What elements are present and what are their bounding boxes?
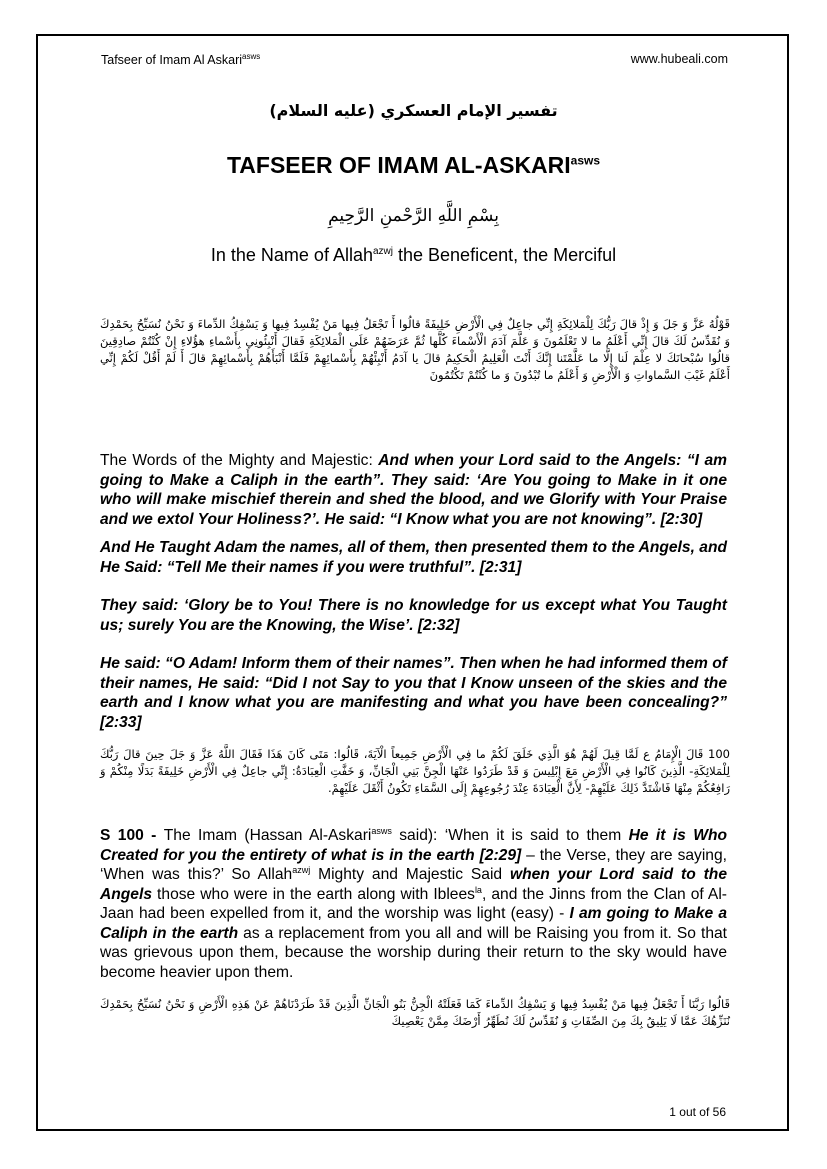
paragraph-verse-2-30: The Words of the Mighty and Majestic: And when your Lord said to the Angels: “I am going to Make a Caliph in the earth”. They said: ‘Are You going to Make in it one who will make mischief therein and shed the blood, and we Glorify with Your Praise and we extol Your Holiness?’. He said: “I Know what you are not knowing”. [2:30] (100, 452, 727, 528)
paragraph-s100: S 100 - The Imam (Hassan Al-Askari$^{asws}$ said): ‘When it is said to them He it is Who Created for you the entirety of what is in the earth [2:29] – the Verse, they are saying, ‘When was this?’ So Allah$^{azwj}$ Mighty and Majestic Said when your Lord said to the Angels those who were in the earth along with Iblees$^{la}$, and the Jinns from the Clan of Al-Jaan had been expelled from it, and the worship was light (easy) - I am going to Make a Caliph in the earth as a replacement from you all and will be Raising you from it. So that was grievous upon them, because the worship during their return to the sky would have become heavier upon them. (100, 825, 728, 981)
paragraph-verse-2-33: He said: “O Adam! Inform them of their names”. Then when he had informed them of their names, He said: “Did I not Say to you that I Know unseen of the skies and the earth and I know what you are manifesting and what you have been concealing?” [2:33] (100, 655, 727, 731)
arabic-continuation: قَالُوا رَبَّنَا أَ تَجْعَلُ فِيها مَنْ يُفْسِدُ فِيها وَ يَسْفِكُ الدِّماءَ كَمَا فَعَلَتْهُ الْجِنُّ بَنُو الْجَانِّ الَّذِينَ قَدْ طَرَدْنَاهُمْ عَنْ هَذِهِ الْأَرْضِ وَ نَحْنُ نُسَبِّحُ بِحَمْدِكَ نُنَزِّهُكَ عَمَّا لَا يَلِيقُ بِكَ مِنَ الصِّفَاتِ وَ نُقَدِّسُ لَكَ نُطَهِّرُ أَرْضَكَ مِمَّنْ يَعْصِيكَ (100, 997, 730, 1028)
arabic-verses: قَوْلُهُ عَزَّ وَ جَلَ وَ إِذْ قالَ رَبُّكَ لِلْمَلائِكَةِ إِنِّي جاعِلٌ فِي الْأَرْضِ خَلِيفَةً قالُوا أَ تَجْعَلُ فِيها مَنْ يُفْسِدُ فِيها وَ يَسْفِكُ الدِّماءَ وَ نَحْنُ نُسَبِّحُ بِحَمْدِكَ وَ نُقَدِّسُ لَكَ قالَ إِنِّي أَعْلَمُ ما لا تَعْلَمُونَ وَ عَلَّمَ آدَمَ الْأَسْماءَ كُلَّها ثُمَّ عَرَضَهُمْ عَلَى الْمَلائِكَةِ فَقالَ أَنْبِئُونِي بِأَسْماءِ هؤُلاءِ إِنْ كُنْتُمْ صادِقِينَ قالُوا سُبْحانَكَ لا عِلْمَ لَنا إِلَّا ما عَلَّمْتَنا إِنَّكَ أَنْتَ الْعَلِيمُ الْحَكِيمُ قالَ يا آدَمُ أَنْبِئْهُمْ بِأَسْمائِهِمْ فَلَمَّا أَنْبَأَهُمْ بِأَسْمائِهِمْ قالَ أَ لَمْ أَقُلْ لَكُمْ إِنِّي أَعْلَمُ غَيْبَ السَّماواتِ وَ الْأَرْضِ وَ أَعْلَمُ ما تُبْدُونَ وَ ما كُنْتُمْ تَكْتُمُونَ (100, 317, 730, 382)
english-basmala: In the Name of Allah$^{azwj}$ the Beneficent, the Merciful (210, 245, 617, 265)
arabic-basmala: بِسْمِ اللَّهِ الرَّحْمنِ الرَّحِيمِ (328, 206, 499, 226)
arabic-title: تفسير الإمام العسكري (عليه السلام) (269, 101, 558, 120)
paragraph-verse-2-31: And He Taught Adam the names, all of them, then presented them to the Angels, and He Said: “Tell Me their names if you were truthful”. [2:31] (100, 539, 727, 576)
header-title: Tafseer of Imam Al Askari$^{asws}$ (101, 52, 261, 68)
header-website: www.hubeali.com (630, 52, 728, 66)
page-title: TAFSEER OF IMAM $AL-ASKARI^{asws}$ (226, 152, 601, 178)
page-number: 1 out of 56 (669, 1105, 726, 1119)
arabic-hadith: 100 قَالَ الْإِمَامُ ع لَمَّا قِيلَ لَهُمْ هُوَ الَّذِي خَلَقَ لَكُمْ ما فِي الْأَرْضِ جَمِيعاً الْآيَةَ، قَالُوا: مَتَى كَانَ هَذَا فَقَالَ اللَّهُ عَزَّ وَ جَلَ حِينَ قالَ رَبُّكَ لِلْمَلائِكَةِ- الَّذِينَ كَانُوا فِي الْأَرْضِ مَعَ إِبْلِيسَ وَ قَدْ طَرَدُوا عَنْهَا الْجِنَّ بَنِي الْجَانِّ، وَ خَفَّتِ الْعِبَادَةُ: إِنِّي جاعِلٌ فِي الْأَرْضِ خَلِيفَةً بَدَلًا مِنْكُمْ وَ رَافِعُكُمْ مِنْهَا فَاشْتَدَّ ذَلِكَ عَلَيْهِمْ- لِأَنَّ الْعِبَادَةَ عِنْدَ رُجُوعِهِمْ إِلَى السَّمَاءِ تَكُونُ أَثْقَلَ عَلَيْهِمْ. (100, 747, 730, 795)
paragraph-verse-2-32: They said: ‘Glory be to You! There is no knowledge for us except what You Taught us; surely You are the Knowing, the Wise’. [2:32] (100, 597, 727, 634)
